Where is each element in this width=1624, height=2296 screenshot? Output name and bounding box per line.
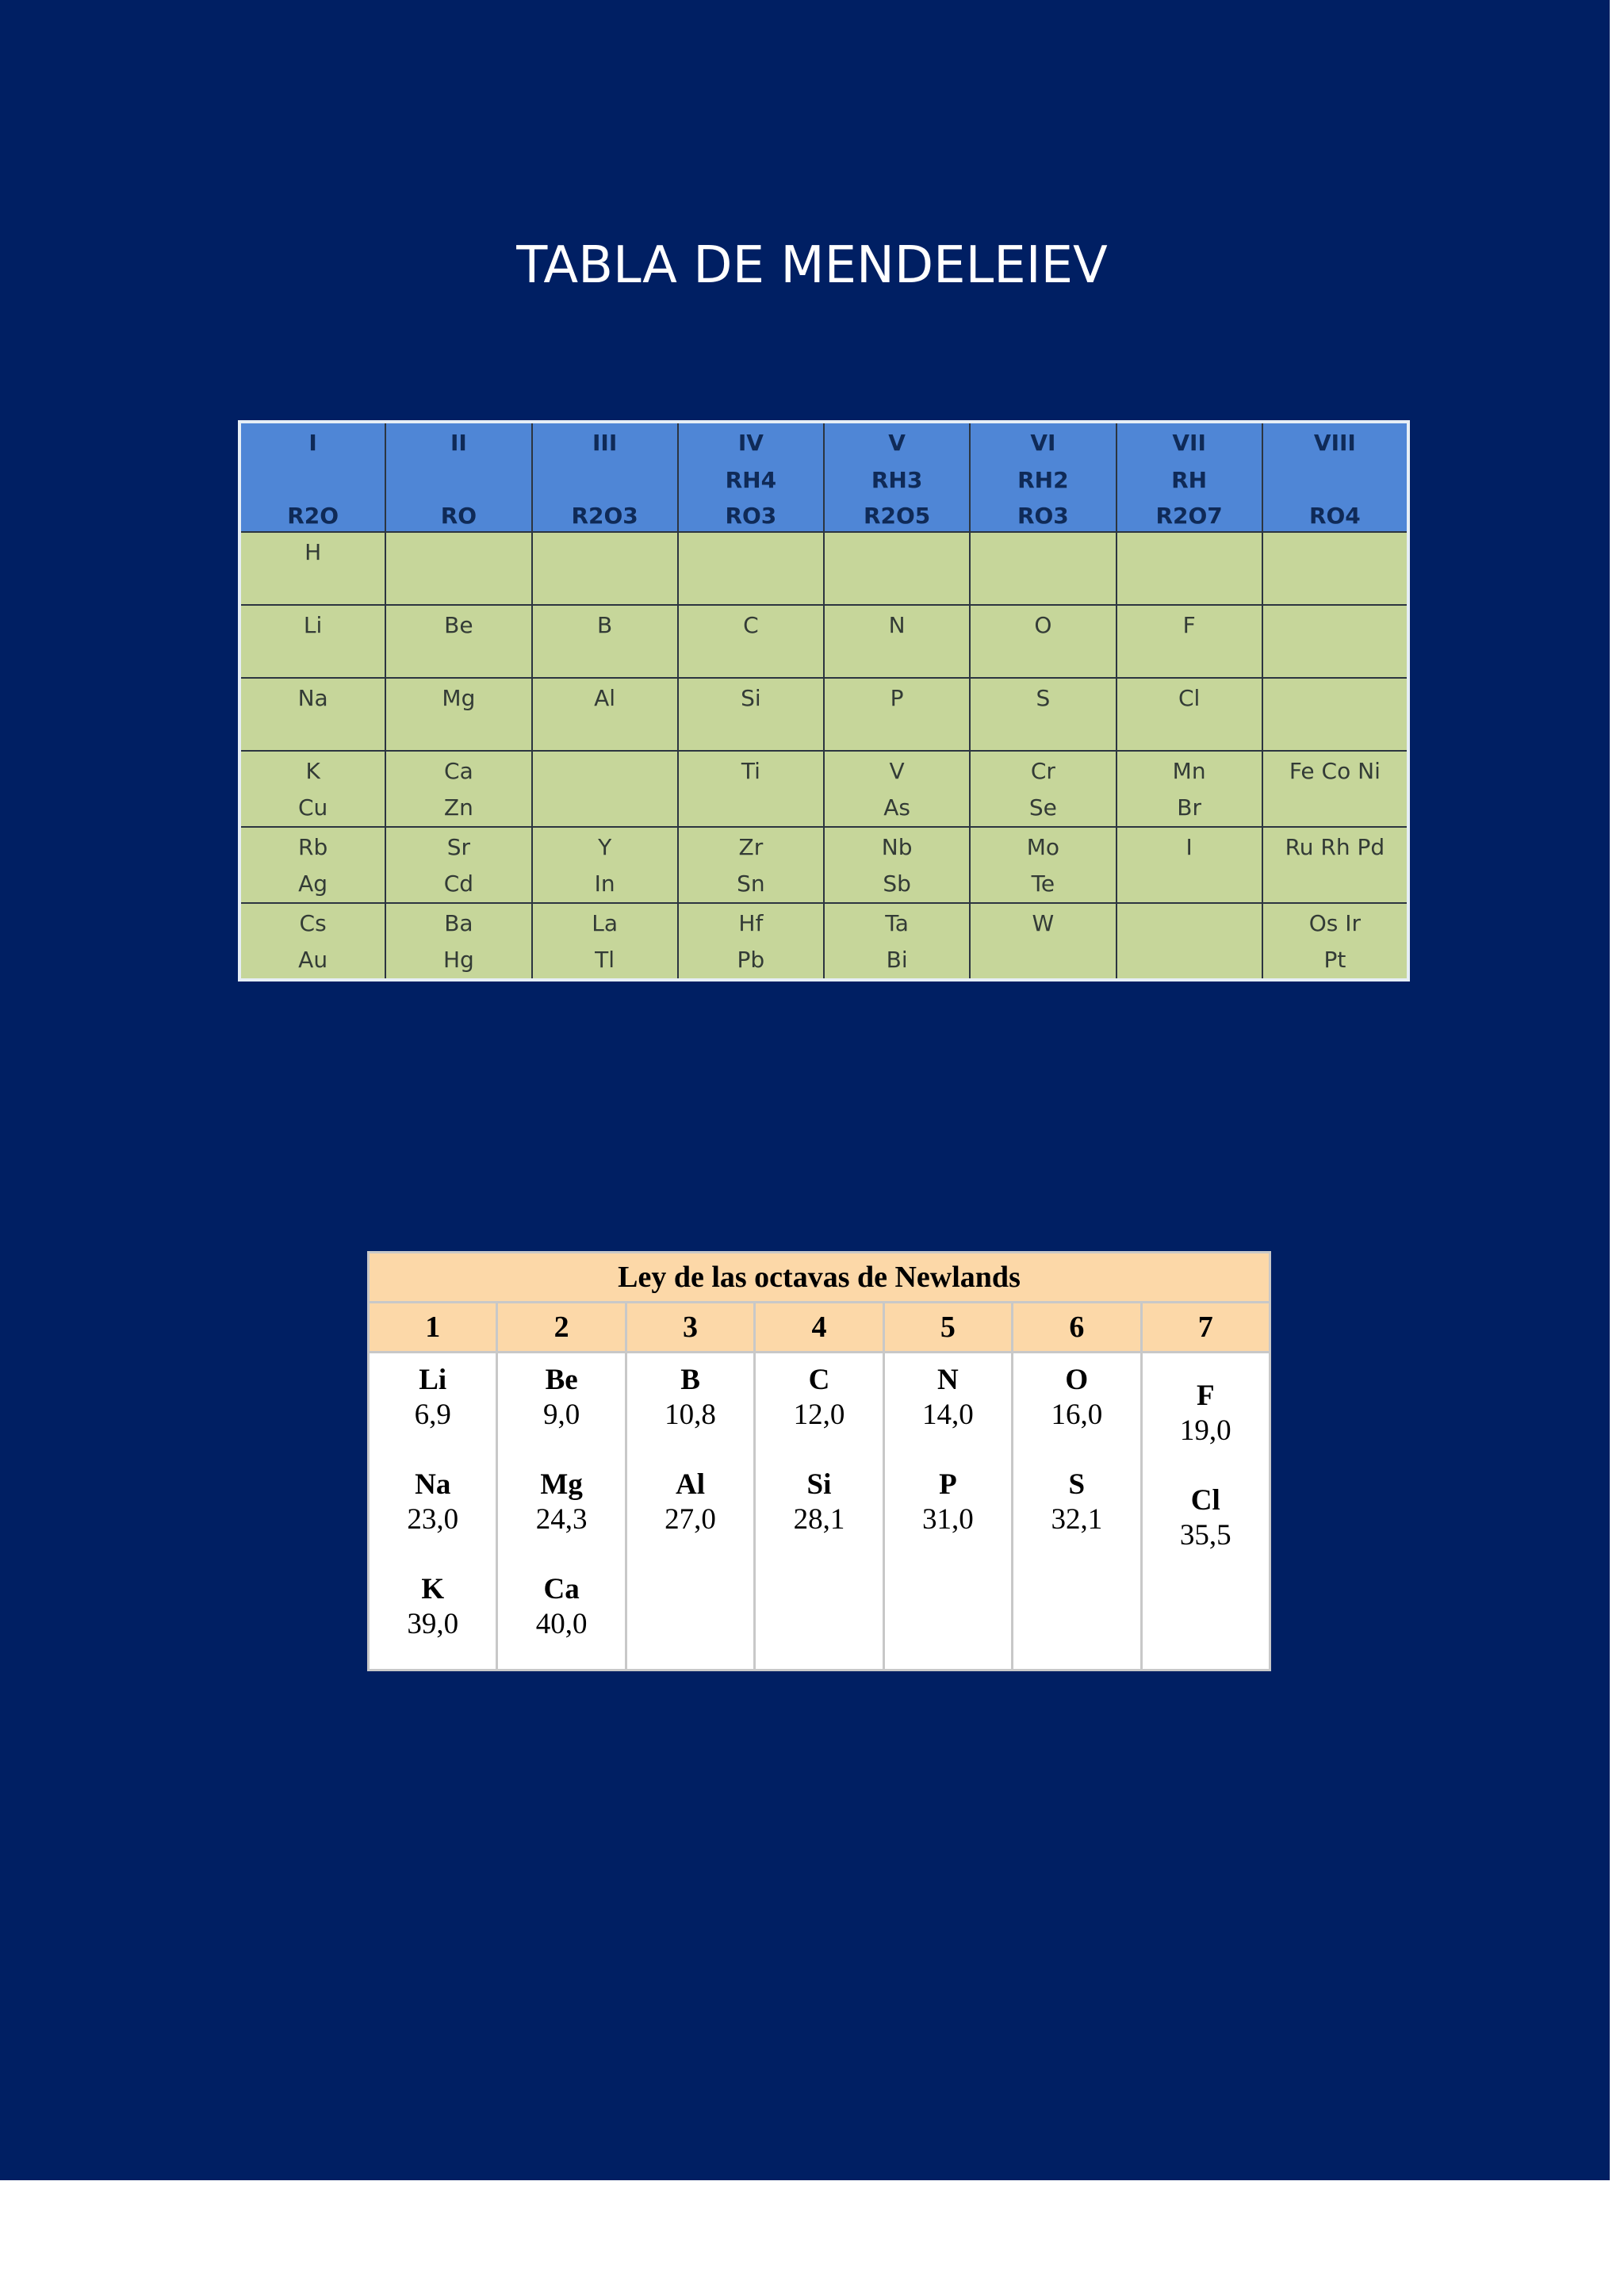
element-symbol: In: [594, 871, 615, 897]
group-roman: II: [450, 430, 467, 456]
element-cell: [1116, 827, 1262, 903]
octave-cell: [1013, 1353, 1141, 1670]
element-symbol: O: [1034, 612, 1052, 638]
page-title: TABLA DE MENDELEIEV: [516, 235, 1108, 295]
octave-cell: [497, 1353, 626, 1670]
group-roman: VI: [1030, 430, 1056, 456]
atomic-mass: 12,0: [793, 1399, 845, 1431]
element-symbol: Ti: [741, 758, 760, 784]
group-hydride: RH2: [1017, 467, 1069, 493]
group-roman: V: [888, 430, 906, 456]
octave-column-header: 3: [626, 1303, 754, 1353]
atomic-mass: 31,0: [922, 1503, 974, 1536]
element-cell: [970, 605, 1116, 678]
element-cell: [824, 605, 970, 678]
group-oxide: RO: [440, 503, 477, 529]
newlands-table: [367, 1251, 1271, 1671]
newlands-caption: Ley de las octavas de Newlands: [369, 1253, 1270, 1303]
element-symbol: S: [1068, 1468, 1086, 1501]
element-cell: [239, 827, 385, 903]
group-roman: IV: [737, 430, 764, 456]
spacer: [370, 1537, 496, 1572]
octave-cell: [883, 1353, 1012, 1670]
atomic-mass: 16,0: [1051, 1399, 1103, 1431]
element-cell: [678, 827, 824, 903]
element-symbol: Y: [598, 834, 612, 860]
element-symbol: Cr: [1030, 758, 1055, 784]
element-cell: [385, 903, 531, 980]
element-symbol: K: [421, 1573, 445, 1605]
element-symbol: Pb: [737, 947, 765, 973]
element-symbol: Br: [1177, 794, 1201, 821]
element-cell: [385, 605, 531, 678]
element-symbol: Rb: [298, 834, 328, 860]
element-cell: [970, 532, 1116, 605]
group-hydride: RH4: [725, 467, 777, 493]
element-symbol: Si: [741, 685, 761, 711]
group-header-i: [239, 422, 385, 532]
element-cell: [970, 678, 1116, 751]
element-symbol: Nb: [881, 834, 913, 860]
group-oxide: R2O: [287, 503, 339, 529]
element-symbol: F: [1182, 612, 1196, 638]
element-symbol: Li: [419, 1364, 447, 1396]
element-symbol: As: [883, 794, 910, 821]
period-row: [239, 903, 1408, 980]
mendeleiev-header-row: [239, 422, 1408, 532]
newlands-body-row: [369, 1353, 1270, 1670]
element-symbol: I: [1185, 834, 1193, 860]
element-cell: [239, 678, 385, 751]
element-symbol: Au: [298, 947, 328, 973]
element-symbol: Ag: [298, 871, 328, 897]
group-header-v: [824, 422, 970, 532]
group-header-iv: [678, 422, 824, 532]
element-symbol: P: [939, 1468, 957, 1501]
group-header-ii: [385, 422, 531, 532]
element-cell: [1116, 532, 1262, 605]
element-symbol: Mg: [442, 685, 476, 711]
atomic-mass: 14,0: [922, 1399, 974, 1431]
atomic-mass: 35,5: [1179, 1519, 1231, 1552]
element-symbol: Sb: [883, 871, 911, 897]
group-oxide: RO4: [1308, 503, 1361, 529]
element-cell: [970, 751, 1116, 827]
element-symbol: V: [889, 758, 905, 784]
element-cell: [1116, 605, 1262, 678]
spacer: [370, 1433, 496, 1468]
octave-column-header: 4: [755, 1303, 883, 1353]
element-symbol: Tl: [595, 947, 615, 973]
element-symbol: O: [1065, 1364, 1089, 1396]
spacer: [498, 1537, 624, 1572]
group-oxide: R2O3: [571, 503, 638, 529]
element-symbol: Al: [676, 1468, 706, 1501]
group-oxide: RO3: [725, 503, 777, 529]
element-cell: [385, 751, 531, 827]
element-cell: [824, 678, 970, 751]
period-row: [239, 532, 1408, 605]
element-cell: [239, 532, 385, 605]
element-cell: [532, 605, 678, 678]
period-row: [239, 827, 1408, 903]
element-symbol: Fe Co Ni: [1289, 758, 1381, 784]
spacer: [498, 1433, 624, 1468]
element-cell: [385, 532, 531, 605]
element-cell: [1116, 751, 1262, 827]
element-symbol: S: [1036, 685, 1051, 711]
atomic-mass: 23,0: [407, 1503, 459, 1536]
element-symbol: Hf: [738, 910, 764, 936]
element-symbol: Ta: [885, 910, 909, 936]
element-symbol: Se: [1028, 794, 1057, 821]
element-cell: [532, 751, 678, 827]
element-cell: [824, 751, 970, 827]
element-symbol: W: [1032, 910, 1055, 936]
element-symbol: Pt: [1323, 947, 1346, 973]
spacer: [756, 1433, 882, 1468]
newlands-header-row: [369, 1303, 1270, 1353]
element-cell: [970, 903, 1116, 980]
element-symbol: F: [1196, 1380, 1215, 1412]
element-symbol: Be: [444, 612, 473, 638]
spacer: [1143, 1448, 1269, 1483]
atomic-mass: 9,0: [543, 1399, 580, 1431]
atomic-mass: 24,3: [535, 1503, 588, 1536]
octave-cell: [755, 1353, 883, 1670]
element-symbol: Zr: [738, 834, 764, 860]
element-cell: [532, 678, 678, 751]
element-cell: [385, 678, 531, 751]
element-cell: [678, 678, 824, 751]
group-oxide: R2O5: [863, 503, 931, 529]
element-cell: [1262, 678, 1408, 751]
atomic-mass: 32,1: [1051, 1503, 1103, 1536]
group-roman: VIII: [1313, 430, 1356, 456]
element-cell: [1262, 751, 1408, 827]
element-symbol: C: [743, 612, 759, 638]
octave-cell: [626, 1353, 754, 1670]
element-symbol: Sn: [737, 871, 765, 897]
spacer: [627, 1433, 753, 1468]
element-cell: [824, 532, 970, 605]
element-symbol: Mo: [1026, 834, 1060, 860]
octave-cell: [369, 1353, 497, 1670]
element-cell: [239, 751, 385, 827]
period-row: [239, 751, 1408, 827]
element-symbol: B: [680, 1364, 700, 1396]
element-cell: [1262, 532, 1408, 605]
element-symbol: Ca: [444, 758, 473, 784]
atomic-mass: 27,0: [665, 1503, 716, 1536]
element-symbol: Mg: [540, 1468, 583, 1501]
element-symbol: N: [888, 612, 906, 638]
mendeleiev-body: [239, 532, 1408, 980]
element-symbol: P: [890, 685, 904, 711]
element-cell: [678, 903, 824, 980]
element-symbol: H: [304, 539, 322, 565]
element-symbol: Sr: [446, 834, 471, 860]
octave-column-header: 2: [497, 1303, 626, 1353]
element-cell: [1262, 903, 1408, 980]
element-cell: [385, 827, 531, 903]
element-symbol: Cl: [1190, 1484, 1220, 1517]
group-roman: III: [592, 430, 618, 456]
element-symbol: K: [305, 758, 320, 784]
element-symbol: C: [808, 1364, 830, 1396]
atomic-mass: 28,1: [793, 1503, 845, 1536]
atomic-mass: 10,8: [665, 1399, 716, 1431]
octave-cell: [1141, 1353, 1270, 1670]
group-header-vi: [970, 422, 1116, 532]
period-row: [239, 678, 1408, 751]
group-header-viii: [1262, 422, 1408, 532]
spacer: [885, 1433, 1011, 1468]
element-symbol: Hg: [442, 947, 474, 973]
element-cell: [970, 827, 1116, 903]
mendeleiev-table: [238, 420, 1410, 982]
element-cell: [824, 903, 970, 980]
element-symbol: Be: [545, 1364, 578, 1396]
element-symbol: Ba: [444, 910, 473, 936]
element-symbol: B: [597, 612, 613, 638]
element-symbol: Ru Rh Pd: [1285, 834, 1385, 860]
octave-column-header: 7: [1141, 1303, 1270, 1353]
element-symbol: Te: [1031, 871, 1055, 897]
octave-column-header: 1: [369, 1303, 497, 1353]
element-symbol: Li: [303, 612, 323, 638]
atomic-mass: 19,0: [1179, 1414, 1231, 1447]
group-oxide: RO3: [1017, 503, 1069, 529]
atomic-mass: 40,0: [535, 1608, 588, 1640]
octave-column-header: 6: [1013, 1303, 1141, 1353]
element-cell: [239, 903, 385, 980]
element-symbol: Al: [594, 685, 616, 711]
group-header-vii: [1116, 422, 1262, 532]
group-hydride: RH: [1171, 467, 1208, 493]
element-symbol: Na: [297, 685, 328, 711]
element-symbol: Mn: [1172, 758, 1206, 784]
element-cell: [1116, 903, 1262, 980]
element-cell: [1262, 827, 1408, 903]
element-symbol: Bi: [886, 947, 908, 973]
period-row: [239, 605, 1408, 678]
element-cell: [678, 751, 824, 827]
element-symbol: La: [592, 910, 618, 936]
element-cell: [532, 827, 678, 903]
group-hydride: RH3: [871, 467, 923, 493]
atomic-mass: 39,0: [407, 1608, 459, 1640]
element-symbol: Os Ir: [1308, 910, 1362, 936]
element-symbol: Si: [806, 1468, 832, 1501]
spacer: [1013, 1433, 1139, 1468]
element-cell: [532, 532, 678, 605]
element-cell: [1262, 605, 1408, 678]
element-symbol: Cd: [443, 871, 474, 897]
group-roman: VII: [1172, 430, 1206, 456]
element-symbol: Cs: [299, 910, 327, 936]
element-cell: [678, 605, 824, 678]
element-symbol: N: [937, 1364, 959, 1396]
element-cell: [239, 605, 385, 678]
element-symbol: Na: [415, 1468, 451, 1501]
octave-column-header: 5: [883, 1303, 1012, 1353]
element-cell: [824, 827, 970, 903]
element-cell: [1116, 678, 1262, 751]
element-cell: [532, 903, 678, 980]
element-cell: [678, 532, 824, 605]
group-header-iii: [532, 422, 678, 532]
element-symbol: Zn: [443, 794, 473, 821]
element-symbol: Cl: [1178, 685, 1201, 711]
element-symbol: Cu: [297, 794, 328, 821]
element-symbol: Ca: [543, 1573, 580, 1605]
atomic-mass: 6,9: [414, 1399, 451, 1431]
group-roman: I: [308, 430, 317, 456]
group-oxide: R2O7: [1155, 503, 1223, 529]
